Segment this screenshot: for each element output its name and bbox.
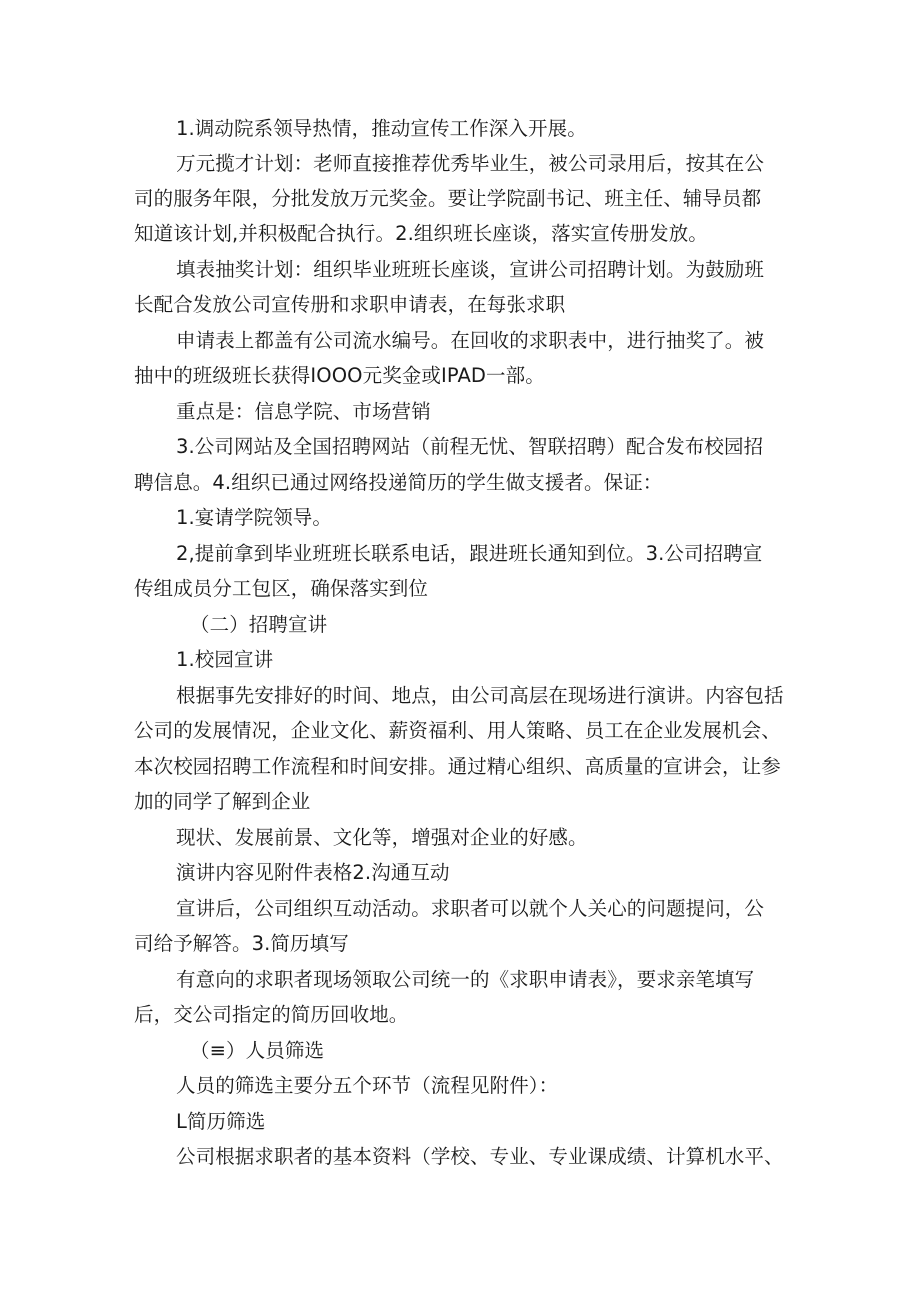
text-line: 人员的筛选主要分五个环节（流程见附件）： xyxy=(176,1074,559,1097)
text-line: 抽中的班级班长获得IOOO元奖金或IPAD一部。 xyxy=(134,364,545,387)
text-line: 传组成员分工包区，确保落实到位 xyxy=(134,577,429,600)
text-line: 宣讲后，公司组织互动活动。求职者可以就个人关心的问题提问，公 xyxy=(176,897,765,920)
subsection-heading: L简历筛选 xyxy=(176,1110,266,1133)
text-line: 申请表上都盖有公司流水编号。在回收的求职表中，进行抽奖了。被 xyxy=(176,329,765,352)
text-line: 聘信息。4.组织已通过网络投递简历的学生做支援者。保证： xyxy=(134,471,663,494)
text-line: 演讲内容见附件表格2.沟通互动 xyxy=(176,861,450,884)
text-line: 知道该计划,并积极配合执行。2.组织班长座谈，落实宣传册发放。 xyxy=(134,222,708,245)
text-line: 司给予解答。3.简历填写 xyxy=(134,932,349,955)
text-line: 公司根据求职者的基本资料（学校、专业、专业课成绩、计算机水平、 xyxy=(176,1145,784,1168)
text-line: 加的同学了解到企业 xyxy=(134,790,311,813)
subsection-heading: 1.校园宣讲 xyxy=(176,648,274,671)
text-line: 现状、发展前景、文化等，增强对企业的好感。 xyxy=(176,826,588,849)
text-line: 1.调动院系领导热情，推动宣传工作深入开展。 xyxy=(176,117,587,140)
text-line: 2,提前拿到毕业班班长联系电话，跟进班长通知到位。3.公司招聘宣 xyxy=(176,542,763,565)
text-line: 公司的发展情况，企业文化、薪资福利、用人策略、员工在企业发展机会、 xyxy=(134,719,781,742)
text-line: 司的服务年限，分批发放万元奖金。要让学院副书记、班主任、辅导员都 xyxy=(134,187,762,210)
text-line: 3.公司网站及全国招聘网站（前程无忧、智联招聘）配合发布校园招 xyxy=(176,435,764,458)
section-heading: （≡）人员筛选 xyxy=(190,1039,325,1062)
text-line: 填表抽奖计划：组织毕业班班长座谈，宣讲公司招聘计划。为鼓励班 xyxy=(176,258,765,281)
text-line: 本次校园招聘工作流程和时间安排。通过精心组织、高质量的宣讲会，让参 xyxy=(134,755,781,778)
text-line: 万元揽才计划：老师直接推荐优秀毕业生，被公司录用后，按其在公 xyxy=(176,152,765,175)
text-line: 后，交公司指定的简历回收地。 xyxy=(134,1003,409,1026)
text-line: 重点是：信息学院、市场营销 xyxy=(176,400,431,423)
text-line: 根据事先安排好的时间、地点，由公司高层在现场进行演讲。内容包括 xyxy=(176,684,784,707)
text-line: 长配合发放公司宣传册和求职申请表，在每张求职 xyxy=(134,293,566,316)
text-line: 1.宴请学院领导。 xyxy=(176,506,333,529)
section-heading: （二）招聘宣讲 xyxy=(190,613,328,636)
text-line: 有意向的求职者现场领取公司统一的《求职申请表》，要求亲笔填写 xyxy=(176,968,755,991)
